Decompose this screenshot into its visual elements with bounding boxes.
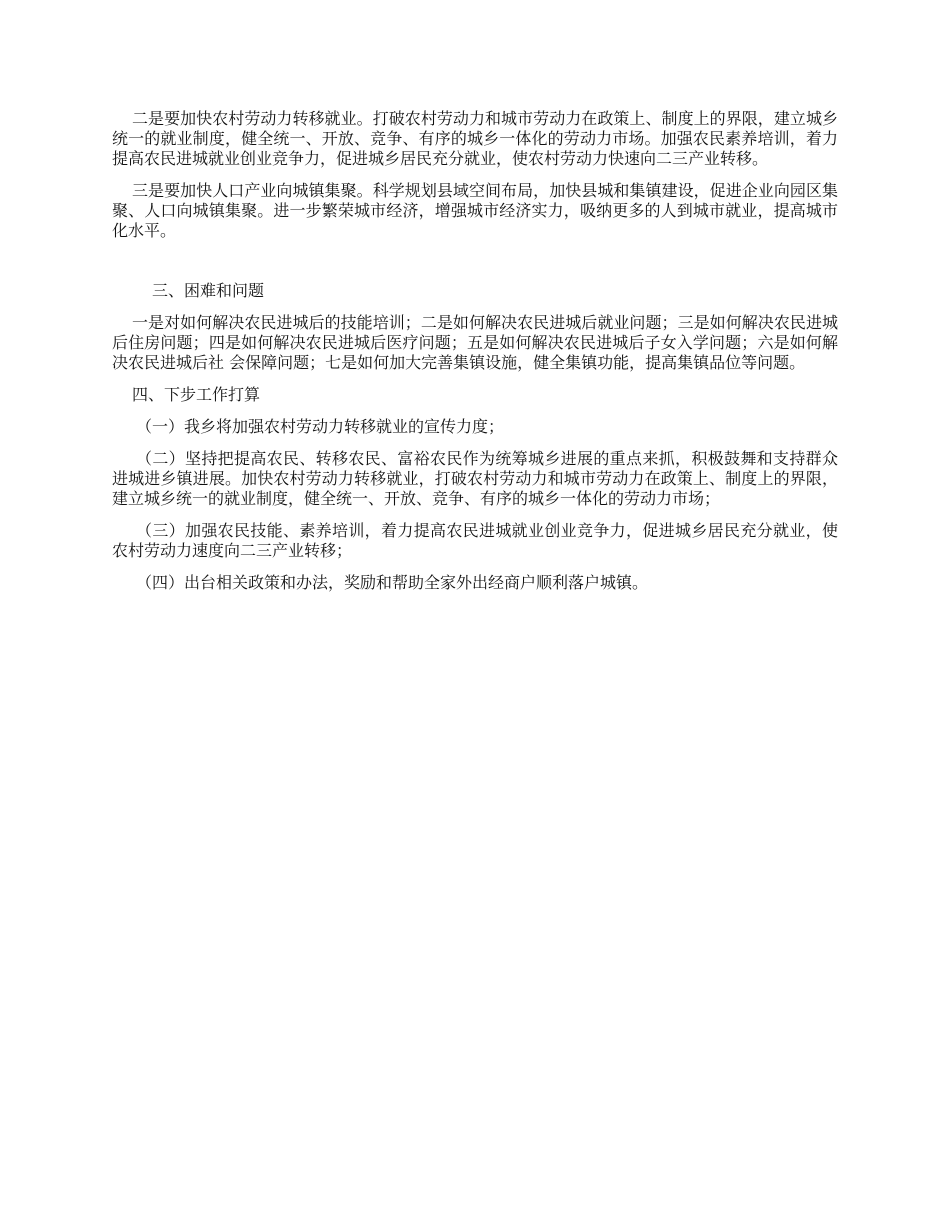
paragraph-labor-transfer: 二是要加快农村劳动力转移就业。打破农村劳动力和城市劳动力在政策上、制度上的界限，建立城乡统一的就业制度，健全统一、开放、竞争、有序的城乡一体化的劳动力市场。加强农民素养培训，着力提高农民进城就业创业竞争力，促进城乡居民充分就业，使农村劳动力快速向二三产业转移。 — [112, 109, 838, 168]
list-item-urban-rural-coordination: （二）坚持把提高农民、转移农民、富裕农民作为统筹城乡进展的重点来抓，积极鼓舞和支持群众进城进乡镇进展。加快农村劳动力转移就业，打破农村劳动力和城市劳动力在政策上、制度上的界限，建立城乡统一的就业制度，健全统一、开放、竞争、有序的城乡一体化的劳动力市场； — [112, 449, 838, 508]
list-item-skills-training: （三）加强农民技能、素养培训，着力提高农民进城就业创业竞争力，促进城乡居民充分就业，使农村劳动力速度向二三产业转移； — [112, 521, 838, 560]
list-item-policy-support: （四）出台相关政策和办法，奖励和帮助全家外出经商户顺利落户城镇。 — [136, 573, 649, 592]
section-heading-next-steps: 四、下步工作打算 — [132, 385, 261, 404]
paragraph-difficulties: 一是对如何解决农民进城后的技能培训；二是如何解决农民进城后就业问题；三是如何解决农民进城后住房问题；四是如何解决农民进城后医疗问题；五是如何解决农民进城后子女入学问题；六是如何解决农民进城后社 会保障问题；七是如何加大完善集镇设施，健全集镇功能，提高集镇品位等问题。 — [112, 313, 838, 372]
paragraph-population-concentration: 三是要加快人口产业向城镇集聚。科学规划县域空间布局，加快县城和集镇建设，促进企业向园区集聚、人口向城镇集聚。进一步繁荣城市经济，增强城市经济实力，吸纳更多的人到城市就业，提高城市化水平。 — [112, 181, 838, 240]
list-item-publicity: （一）我乡将加强农村劳动力转移就业的宣传力度； — [136, 417, 505, 436]
document-page — [112, 109, 838, 605]
section-heading-difficulties: 三、困难和问题 — [152, 281, 265, 300]
